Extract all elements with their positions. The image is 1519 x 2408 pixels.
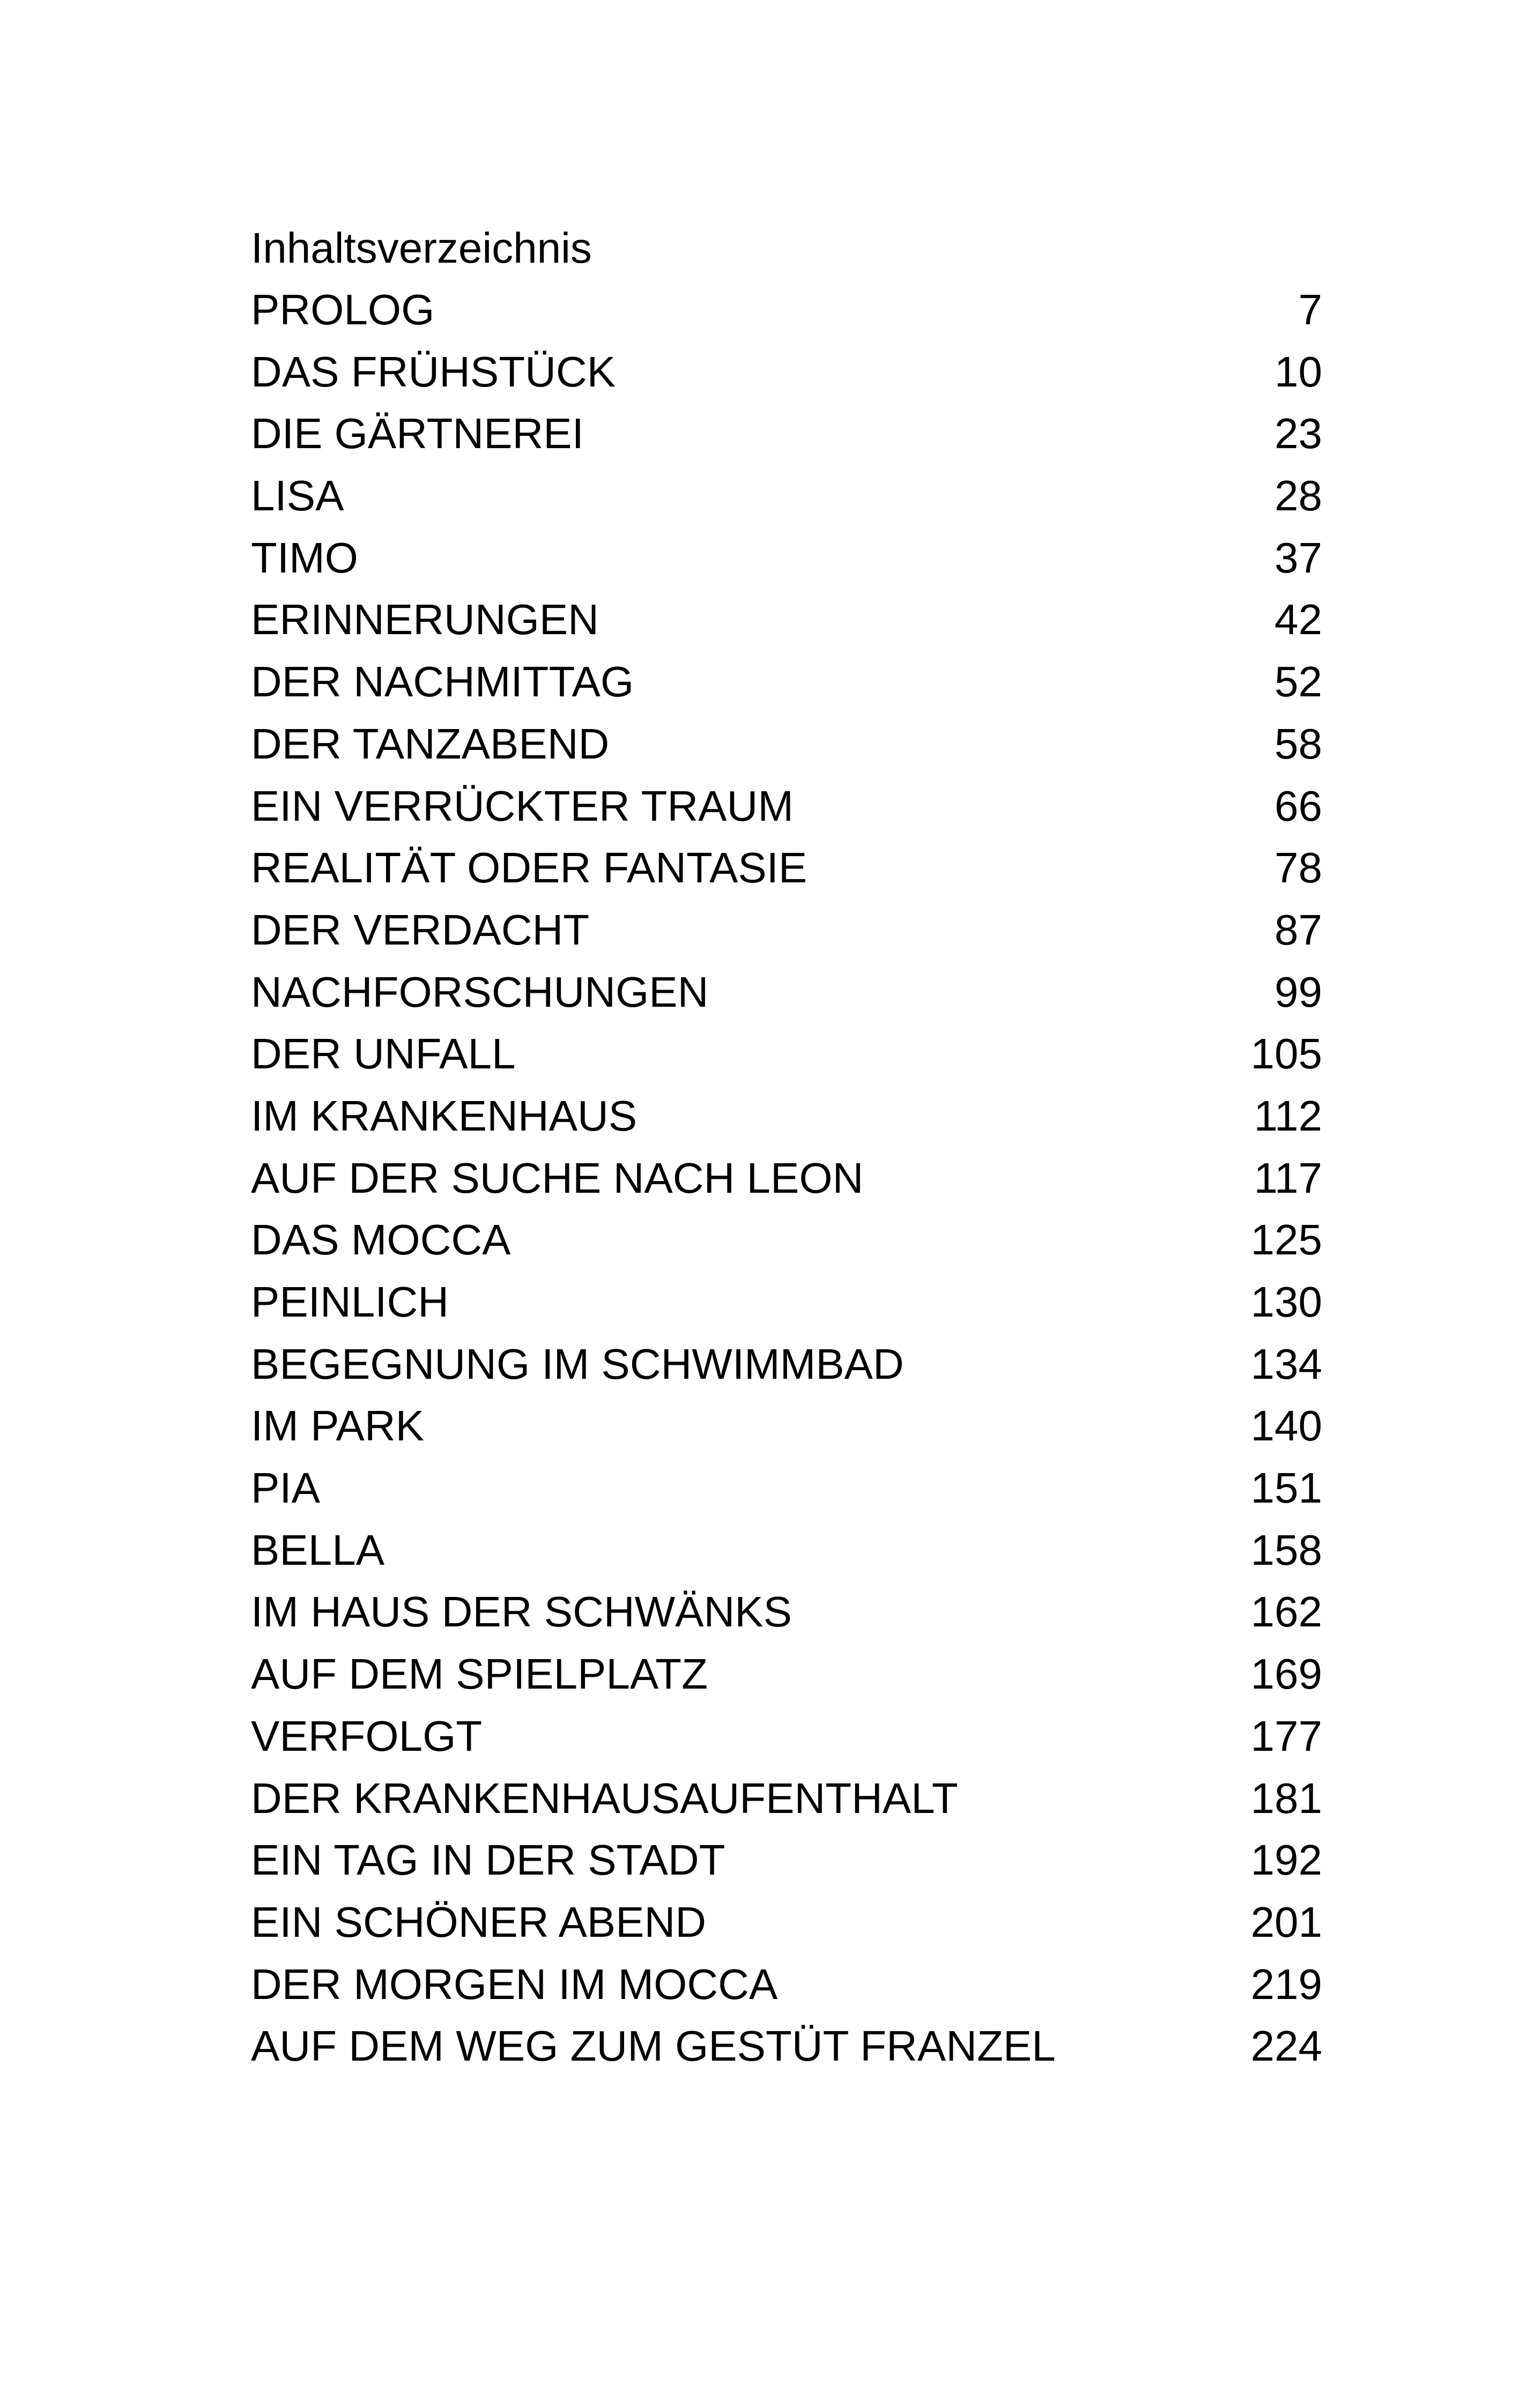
toc-entry-chapter: AUF DEM WEG ZUM GESTÜT FRANZEL <box>251 2022 1056 2070</box>
toc-entry <box>251 837 1323 899</box>
toc-entry <box>251 1829 1323 1891</box>
toc-entry-page-number: 66 <box>1275 782 1322 830</box>
toc-entry-chapter: DAS FRÜHSTÜCK <box>251 347 616 396</box>
toc-entry <box>251 1581 1323 1643</box>
toc-entry <box>251 961 1323 1023</box>
toc-entry-chapter: EIN VERRÜCKTER TRAUM <box>251 782 794 830</box>
toc-entry-page-number: 169 <box>1250 1650 1322 1698</box>
toc-entry-chapter: PROLOG <box>251 286 435 333</box>
toc-entry-page-number: 151 <box>1250 1464 1322 1512</box>
toc-entry <box>251 1271 1323 1333</box>
toc-entry-page-number: 78 <box>1275 844 1322 892</box>
toc-entry-page-number: 28 <box>1275 472 1322 520</box>
toc-entry-chapter: TIMO <box>251 533 358 582</box>
toc-entry <box>251 279 1323 341</box>
toc-entry-page-number: 162 <box>1250 1588 1322 1636</box>
toc-entry-page-number: 117 <box>1254 1154 1322 1202</box>
toc-entry-page-number: 23 <box>1275 410 1322 458</box>
toc-entry-page-number: 201 <box>1250 1898 1322 1946</box>
toc-entry-chapter: PIA <box>251 1464 320 1512</box>
toc-entry-page-number: 125 <box>1250 1216 1322 1264</box>
toc-entry-chapter: DER UNFALL <box>251 1030 516 1078</box>
toc-entry-page-number: 112 <box>1254 1091 1322 1140</box>
toc-entry-page-number: 130 <box>1250 1278 1322 1326</box>
toc-entry-chapter: REALITÄT ODER FANTASIE <box>251 844 807 892</box>
toc-entry-chapter: BEGEGNUNG IM SCHWIMMBAD <box>251 1340 904 1388</box>
toc-entry-page-number: 99 <box>1275 968 1322 1016</box>
toc-entry-chapter: DER TANZABEND <box>251 719 610 768</box>
toc-entry <box>251 1705 1323 1767</box>
toc-entry-chapter: BELLA <box>251 1526 385 1574</box>
toc-entry-chapter: VERFOLGT <box>251 1712 483 1760</box>
toc-entry-page-number: 52 <box>1275 658 1322 706</box>
toc-entry <box>251 2015 1323 2077</box>
toc-title: Inhaltsverzeichnis <box>251 224 592 272</box>
toc-entry-page-number: 140 <box>1250 1402 1322 1450</box>
toc-entry-chapter: PEINLICH <box>251 1278 449 1326</box>
toc-entry-chapter: NACHFORSCHUNGEN <box>251 968 709 1016</box>
toc-entry-page-number: 158 <box>1250 1526 1322 1574</box>
toc-entry <box>251 1891 1323 1953</box>
toc-entry-chapter: AUF DER SUCHE NACH LEON <box>251 1154 864 1202</box>
toc-entry <box>251 589 1323 651</box>
toc-entry <box>251 1767 1323 1830</box>
toc-entry-page-number: 134 <box>1250 1340 1322 1388</box>
toc-entry <box>251 341 1323 403</box>
toc-entry-chapter: EIN SCHÖNER ABEND <box>251 1898 707 1946</box>
toc-entry-page-number: 224 <box>1250 2022 1322 2070</box>
toc-entry <box>251 1519 1323 1581</box>
toc-entry <box>251 1643 1323 1705</box>
toc-entry-chapter: DER VERDACHT <box>251 905 590 954</box>
toc-entry <box>251 1953 1323 2016</box>
toc-entry-chapter: DER MORGEN IM MOCCA <box>251 1960 778 2008</box>
toc-entry <box>251 775 1323 837</box>
toc-entry-chapter: IM HAUS DER SCHWÄNKS <box>251 1588 792 1636</box>
toc-entry <box>251 1209 1323 1271</box>
toc-entry-chapter: DER NACHMITTAG <box>251 658 634 706</box>
toc-entry-page-number: 87 <box>1275 905 1322 954</box>
toc-entry-list <box>251 279 1323 2077</box>
toc-entry-chapter: ERINNERUNGEN <box>251 596 599 644</box>
toc-entry-chapter: DER KRANKENHAUSAUFENTHALT <box>251 1774 958 1822</box>
toc-entry <box>251 651 1323 713</box>
toc-entry-chapter: AUF DEM SPIELPLATZ <box>251 1650 708 1698</box>
toc-entry-chapter: EIN TAG IN DER STADT <box>251 1836 725 1884</box>
toc-entry-page-number: 37 <box>1275 533 1322 582</box>
toc-entry-page-number: 192 <box>1250 1836 1322 1884</box>
toc-entry <box>251 899 1323 961</box>
toc-entry <box>251 1147 1323 1209</box>
toc-entry-page-number: 7 <box>1298 286 1322 333</box>
toc-entry-page-number: 219 <box>1250 1960 1322 2008</box>
toc-entry-page-number: 177 <box>1250 1712 1322 1760</box>
toc-entry <box>251 1023 1323 1085</box>
toc-entry <box>251 1085 1323 1147</box>
toc-entry <box>251 1333 1323 1395</box>
toc-entry-chapter: LISA <box>251 472 344 520</box>
table-of-contents <box>251 217 1323 2077</box>
toc-entry-chapter: DIE GÄRTNEREI <box>251 410 584 458</box>
toc-entry <box>251 1457 1323 1519</box>
toc-entry-chapter: DAS MOCCA <box>251 1216 511 1264</box>
toc-entry <box>251 527 1323 589</box>
toc-entry-chapter: IM PARK <box>251 1402 425 1450</box>
toc-entry <box>251 403 1323 465</box>
toc-entry-page-number: 105 <box>1250 1030 1322 1078</box>
toc-entry <box>251 713 1323 775</box>
toc-entry-page-number: 181 <box>1250 1774 1322 1822</box>
toc-entry-page-number: 42 <box>1275 596 1322 644</box>
toc-entry-page-number: 58 <box>1275 719 1322 768</box>
toc-entry-page-number: 10 <box>1275 347 1322 396</box>
toc-entry <box>251 465 1323 527</box>
toc-entry <box>251 1395 1323 1457</box>
toc-entry-chapter: IM KRANKENHAUS <box>251 1091 638 1140</box>
